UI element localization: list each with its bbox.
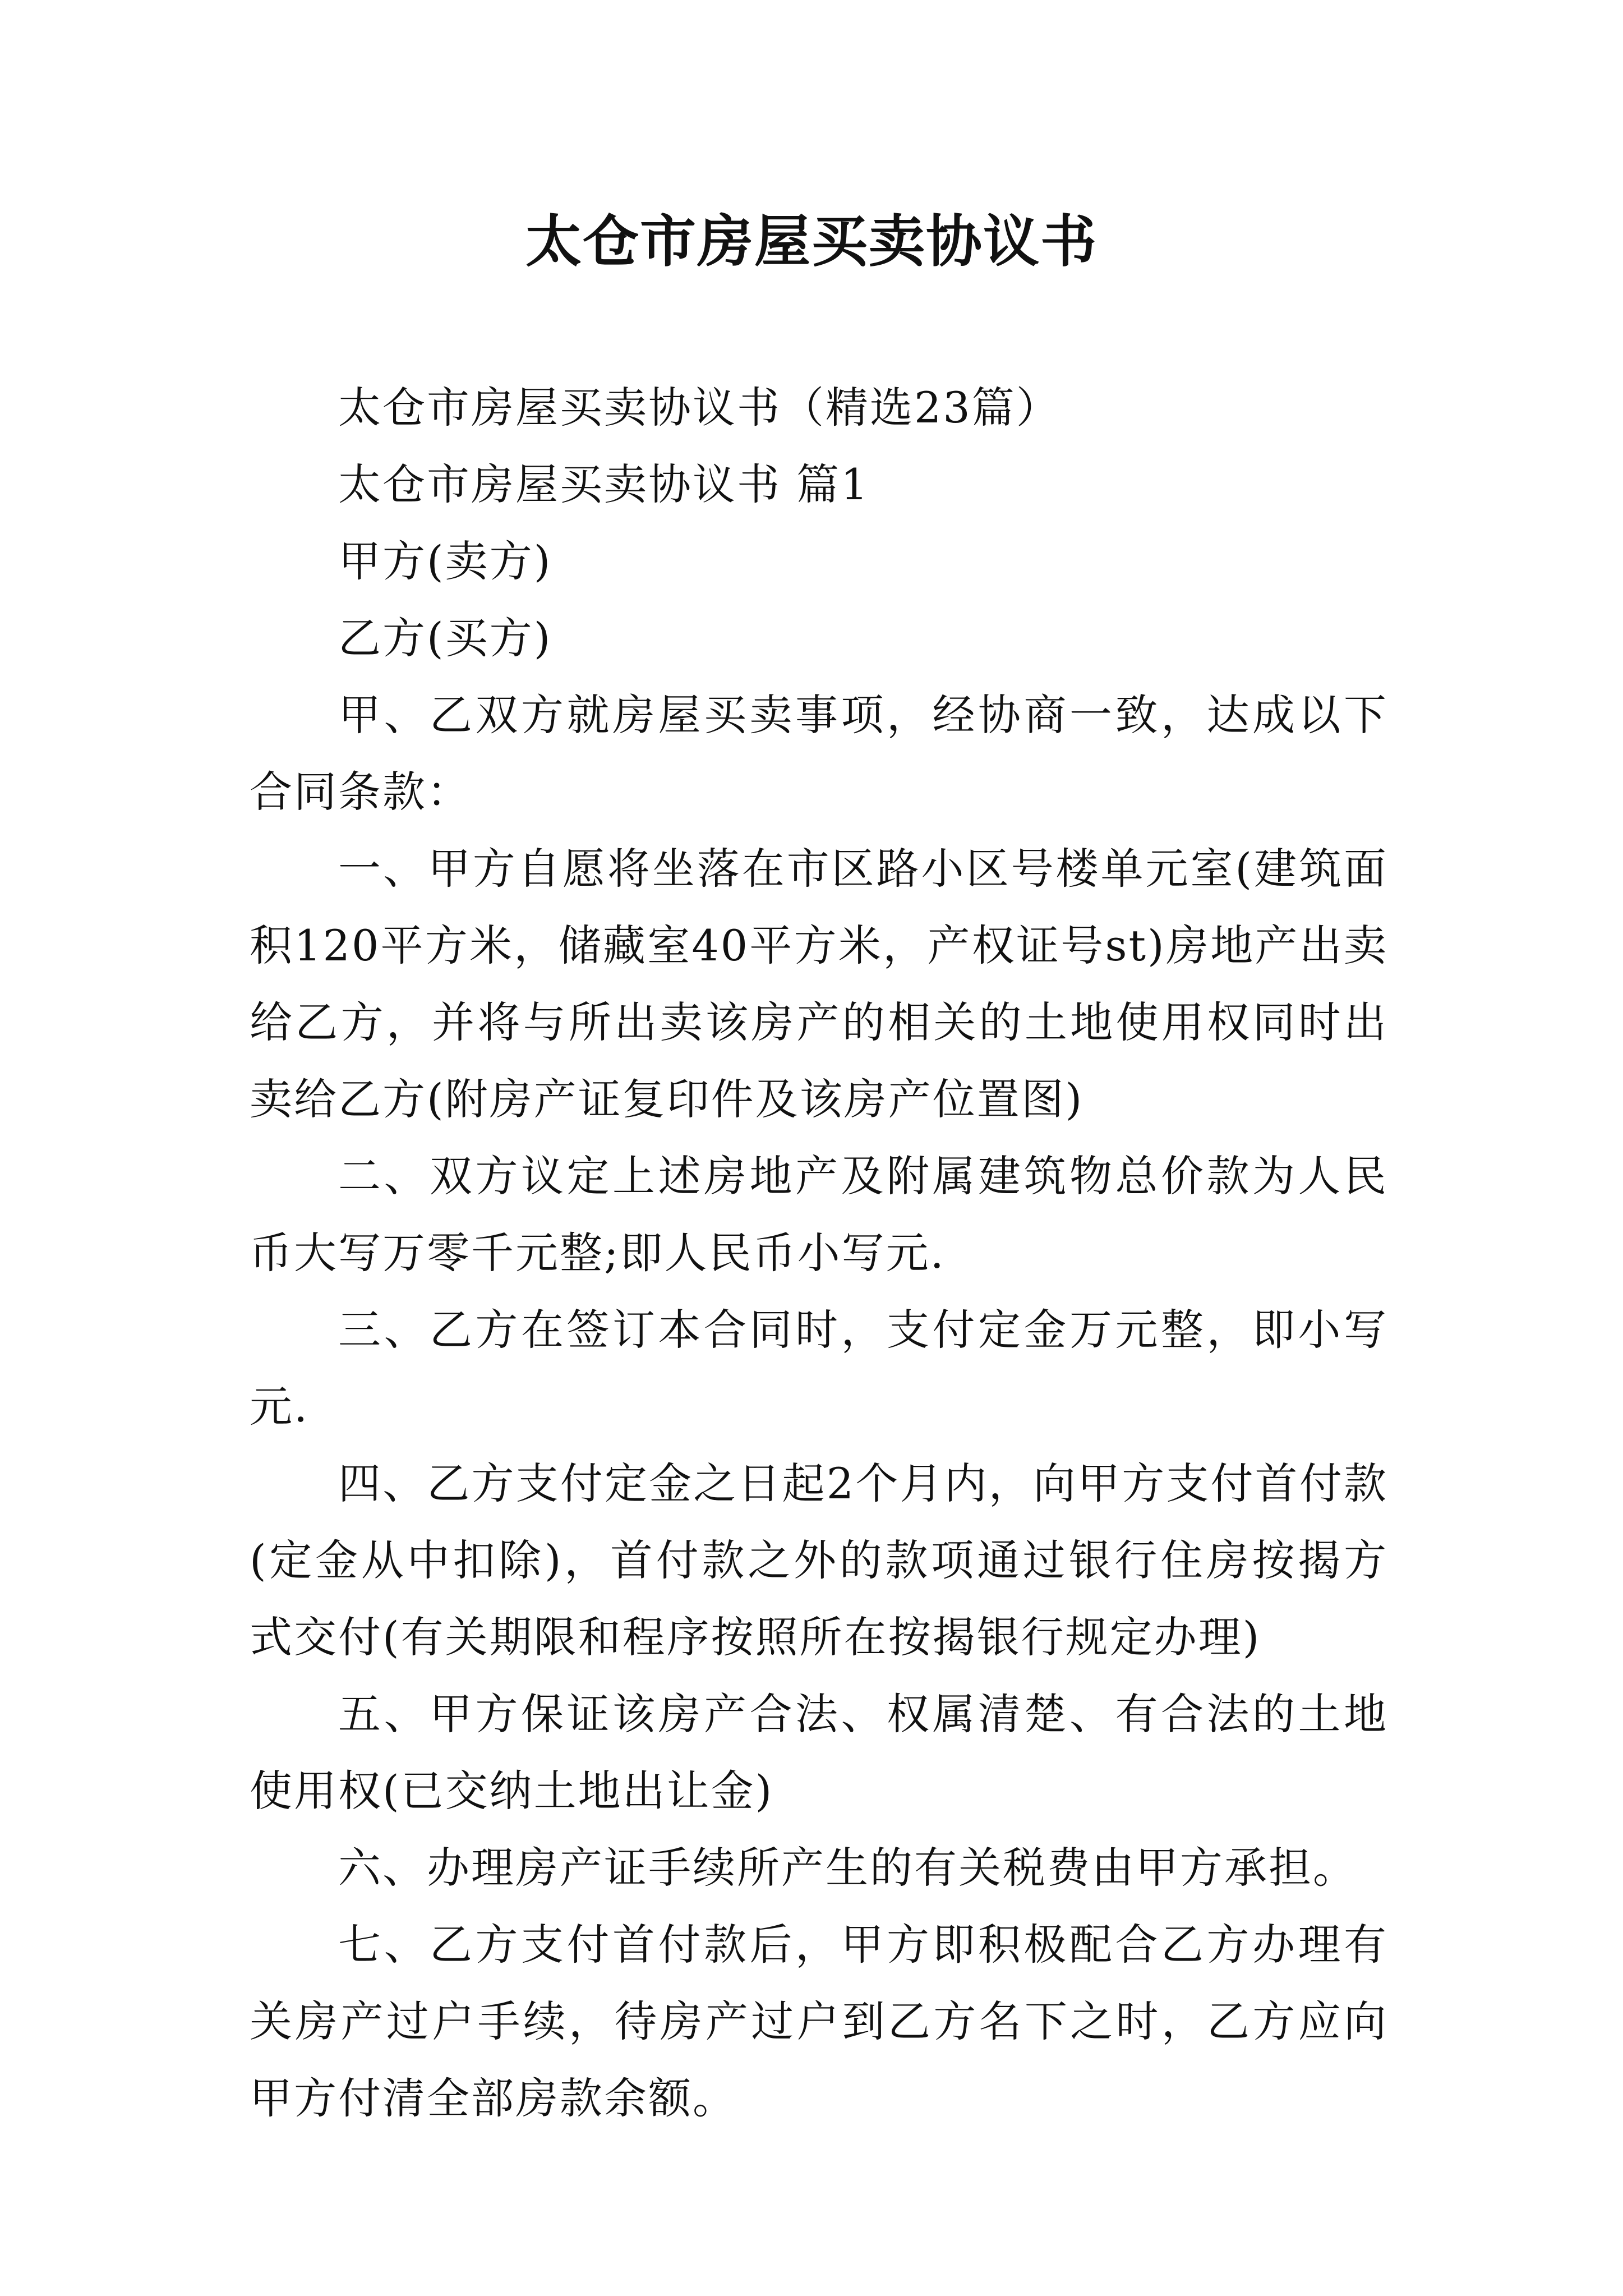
document-body	[250, 369, 1388, 2137]
document-title: 太仓市房屋买卖协议书	[525, 208, 1098, 274]
paragraph-clause-6: 六、办理房产证手续所产生的有关税费由甲方承担。	[338, 1843, 1357, 1893]
paragraph-clause-5: 五、甲方保证该房产合法、权属清楚、有合法的土地使用权(已交纳土地出让金)	[250, 1689, 1388, 1816]
paragraph-subtitle: 太仓市房屋买卖协议书（精选23篇）	[338, 383, 1061, 432]
paragraph-clause-4: 四、乙方支付定金之日起2个月内，向甲方支付首付款(定金从中扣除)，首付款之外的款项通过银行住房按揭方式交付(有关期限和程序按照所在按揭银行规定办理)	[250, 1458, 1388, 1662]
paragraph-section-heading: 太仓市房屋买卖协议书 篇1	[338, 459, 870, 509]
paragraph-party-b: 乙方(买方)	[338, 613, 552, 663]
paragraph-clause-2: 二、双方议定上述房地产及附属建筑物总价款为人民币大写万零千元整;即人民币小写元.	[250, 1151, 1388, 1278]
paragraph-clause-1: 一、甲方自愿将坐落在市区路小区号楼单元室(建筑面积120平方米，储藏室40平方米，产权证号st)房地产出卖给乙方，并将与所出卖该房产的相关的土地使用权同时出卖给乙方(附房产证复印件及该房产位置图)	[250, 844, 1388, 1124]
paragraph-clause-7: 七、乙方支付首付款后，甲方即积极配合乙方办理有关房产过户手续，待房产过户到乙方名下之时，乙方应向甲方付清全部房款余额。	[250, 1920, 1388, 2123]
paragraph-intro: 甲、乙双方就房屋买卖事项，经协商一致，达成以下合同条款：	[250, 690, 1388, 817]
paragraph-clause-3: 三、乙方在签订本合同时，支付定金万元整，即小写元.	[250, 1305, 1388, 1432]
paragraph-party-a: 甲方(卖方)	[338, 536, 552, 586]
